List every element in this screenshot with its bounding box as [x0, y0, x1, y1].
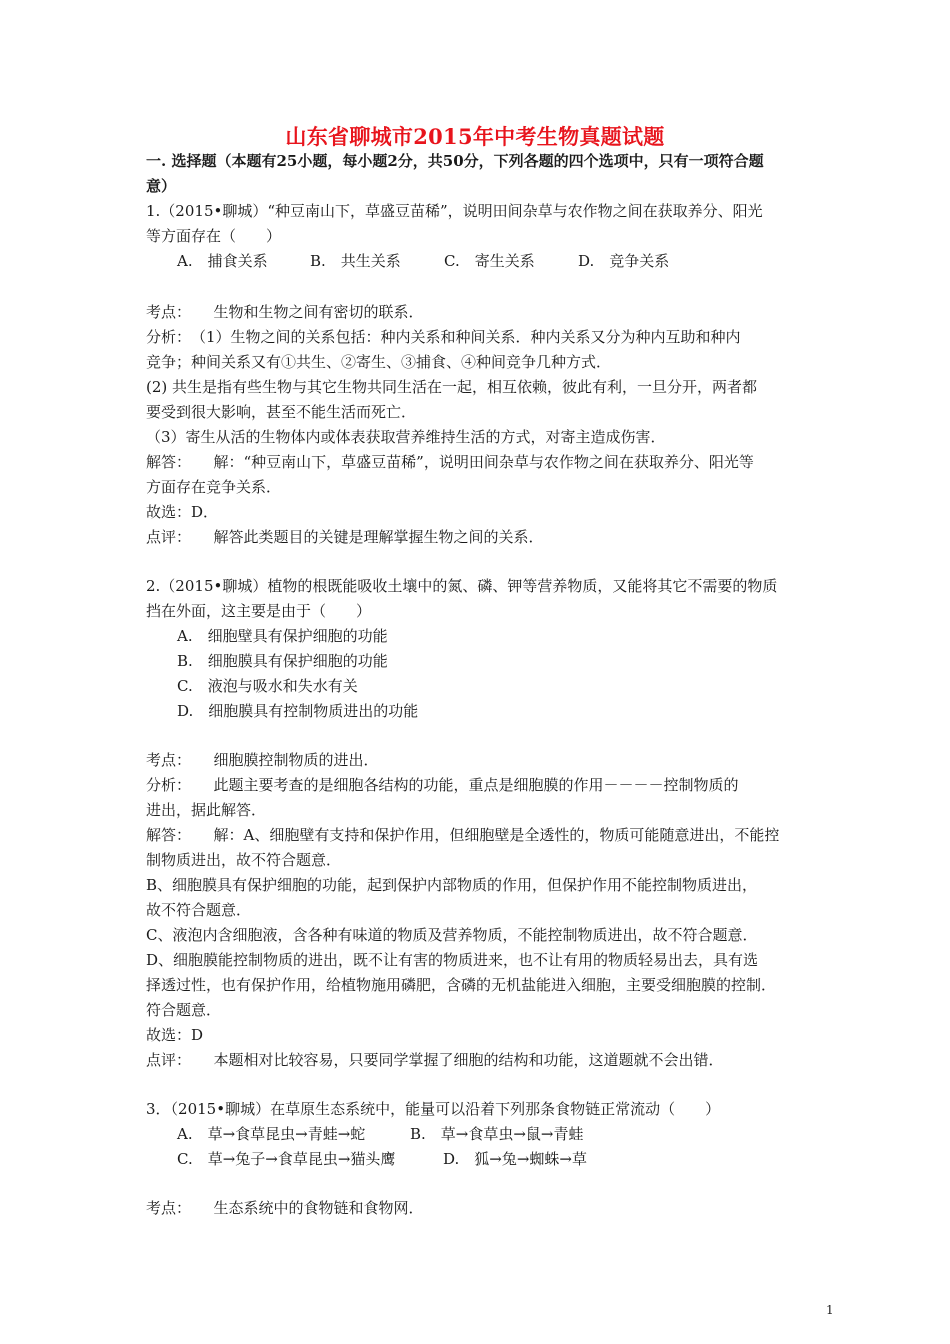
q3-option-a: A. 草→食草昆虫→青蛙→蛇: [177, 1125, 366, 1143]
q1-option-d: D. 竞争关系: [578, 252, 670, 270]
q1-dianping: 点评： 解答此类题目的关键是理解掌握生物之间的关系．: [146, 528, 544, 546]
q2-dianping: 点评： 本题相对比较容易，只要同学掌握了细胞的结构和功能，这道题就不会出错．: [146, 1051, 724, 1069]
section-heading: 一. 选择题（本题有25小题，每小题2分，共50分，下列各题的四个选项中，只有一项符合题 意）: [146, 152, 764, 195]
q1-jieda-line1: 解答： 解：“种豆南山下，草盛豆苗稀”，说明田间杂草与农作物之间在获取养分、阳光等: [146, 453, 754, 471]
q1-fenxi-line3: (2) 共生是指有些生物与其它生物共同生活在一起，相互依赖，彼此有利，一旦分开，两者都: [146, 378, 758, 396]
q1-jieda-line2: 方面存在竞争关系．: [146, 478, 282, 496]
q2-guxuan: 故选：D: [146, 1026, 204, 1044]
q3-stem-line1: 3．（2015•聊城）在草原生态系统中，能量可以沿着下列那条食物链正常流动（ ）: [146, 1100, 721, 1118]
q1-guxuan: 故选：D．: [146, 503, 219, 521]
q1-fenxi-line4: 要受到很大影响，甚至不能生活而死亡．: [146, 403, 417, 421]
q2-jieda-line7: 择透过性，也有保护作用，给植物施用磷肥，含磷的无机盐能进入细胞，主要受细胞膜的控制．: [146, 976, 777, 994]
q2-stem-line2: 挡在外面，这主要是由于（ ）: [146, 602, 372, 620]
q1-option-a: A. 捕食关系: [177, 252, 268, 270]
q3-option-b: B. 草→食草虫→鼠→青蛙: [410, 1125, 584, 1143]
q2-fenxi-line2: 进出，据此解答．: [146, 801, 267, 819]
q3-option-c: C. 草→兔子→食草昆虫→猫头鹰: [177, 1150, 396, 1168]
page-number: 1: [826, 1303, 834, 1317]
q1-stem-line2: 等方面存在（ ）: [146, 227, 282, 245]
q3-kaodian: 考点： 生态系统中的食物链和食物网．: [146, 1199, 424, 1217]
page-title: 山东省聊城市2015年中考生物真题试题: [285, 124, 665, 149]
q2-option-d: D. 细胞膜具有控制物质进出的功能: [177, 702, 419, 720]
q2-option-c: C. 液泡与吸水和失水有关: [177, 677, 358, 695]
q1-fenxi-line2: 竞争；种间关系又有①共生、②寄生、③捕食、④种间竞争几种方式．: [146, 353, 612, 371]
q1-option-c: C. 寄生关系: [444, 252, 535, 270]
q2-jieda-line6: D、细胞膜能控制物质的进出，既不让有害的物质进来，也不让有用的物质轻易出去，具有选: [146, 951, 759, 969]
q2-jieda-line8: 符合题意．: [146, 1001, 222, 1019]
q3-option-d: D. 狐→兔→蜘蛛→草: [443, 1150, 587, 1168]
q1-fenxi-line1: 分析： （1）生物之间的关系包括：种内关系和种间关系．种内关系又分为种内互助和种内: [146, 328, 741, 346]
q2-fenxi-line1: 分析： 此题主要考查的是细胞各结构的功能，重点是细胞膜的作用－－－－控制物质的: [146, 776, 739, 794]
q2-jieda-line1: 解答： 解：A、细胞壁有支持和保护作用，但细胞壁是全透性的，物质可能随意进出，不能控: [146, 826, 780, 844]
q1-stem-line1: 1.（2015•聊城）“种豆南山下，草盛豆苗稀”，说明田间杂草与农作物之间在获取养分、阳光: [146, 202, 763, 220]
q2-jieda-line2: 制物质进出，故不符合题意．: [146, 851, 342, 869]
q1-fenxi-line5: （3）寄生从活的生物体内或体表获取营养维持生活的方式，对寄主造成伤害．: [146, 428, 666, 446]
q2-kaodian: 考点： 细胞膜控制物质的进出．: [146, 751, 379, 769]
q1-option-b: B. 共生关系: [310, 252, 401, 270]
q2-option-b: B. 细胞膜具有保护细胞的功能: [177, 652, 388, 670]
q2-jieda-line5: C、液泡内含细胞液，含各种有味道的物质及营养物质，不能控制物质进出，故不符合题意．: [146, 926, 758, 944]
q2-jieda-line3: B、细胞膜具有保护细胞的功能，起到保护内部物质的作用，但保护作用不能控制物质进出，: [146, 876, 758, 894]
q2-jieda-line4: 故不符合题意．: [146, 901, 252, 919]
q1-kaodian: 考点： 生物和生物之间有密切的联系．: [146, 303, 424, 321]
q2-stem-line1: 2.（2015•聊城）植物的根既能吸收土壤中的氮、磷、钾等营养物质，又能将其它不需要的物质: [146, 577, 778, 595]
q2-option-a: A. 细胞壁具有保护细胞的功能: [177, 627, 388, 645]
